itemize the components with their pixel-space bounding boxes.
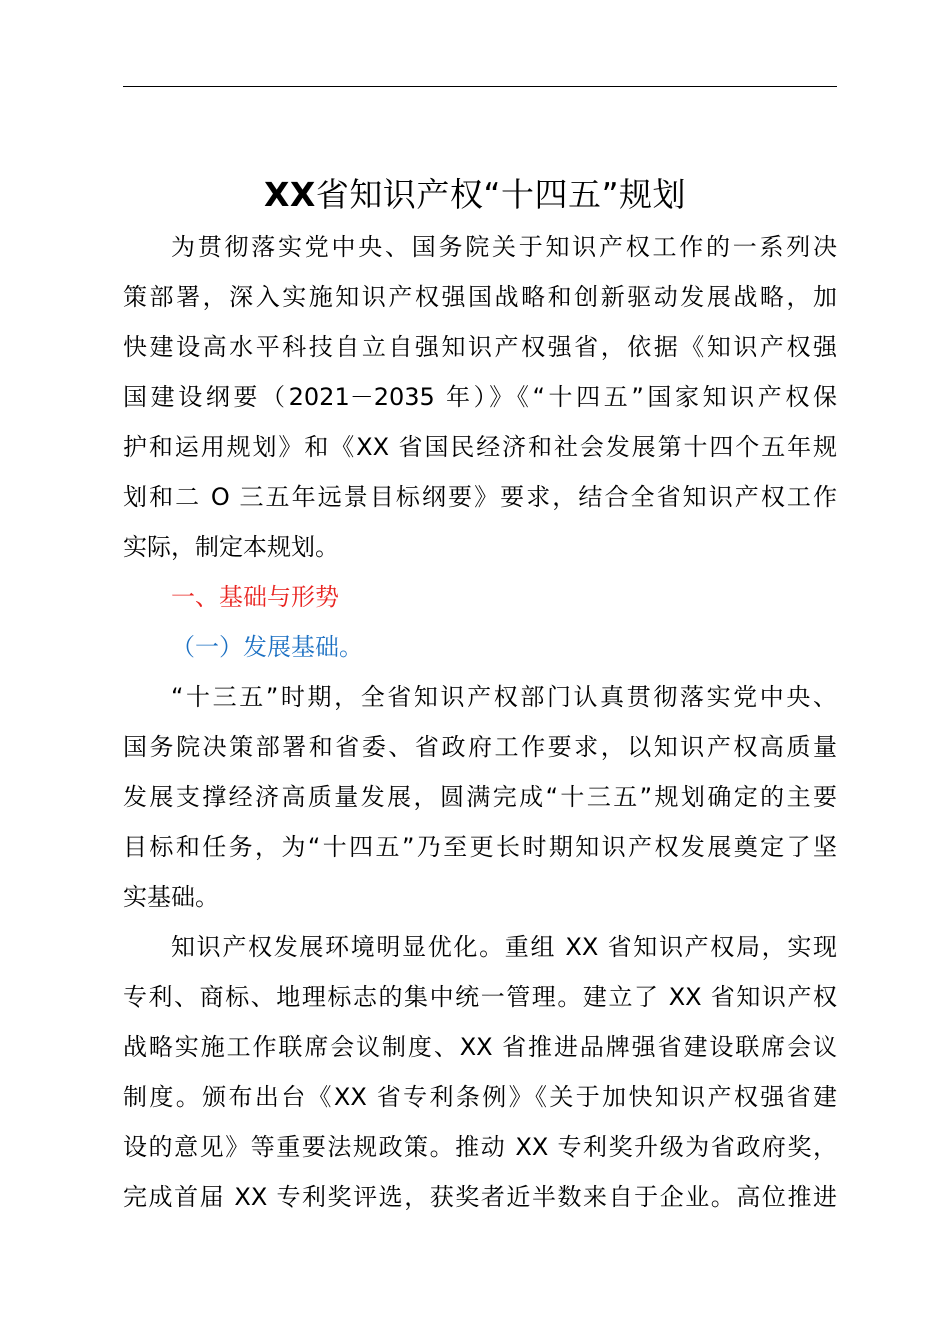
intro-line: 为贯彻落实党中央、国务院关于知识产权工作的一系列决 bbox=[171, 233, 837, 261]
paragraph-3-line: 完成首届 XX 专利奖评选，获奖者近半数来自于企业。高位推进 bbox=[123, 1183, 837, 1211]
intro-line: 护和运用规划》和《XX 省国民经济和社会发展第十四个五年规 bbox=[123, 433, 837, 461]
paragraph-3-line: 制度。颁布出台《XX 省专利条例》《关于加快知识产权强省建 bbox=[123, 1083, 837, 1111]
intro-line: 国建设纲要（2021－2035 年）》《“十四五”国家知识产权保 bbox=[123, 383, 837, 411]
subsection-heading-1: （一）发展基础。 bbox=[171, 633, 363, 661]
paragraph-3-line: 知识产权发展环境明显优化。重组 XX 省知识产权局，实现 bbox=[171, 933, 837, 961]
document-title-rest: 省知识产权“十四五”规划 bbox=[315, 175, 687, 215]
paragraph-3-line: 专利、商标、地理标志的集中统一管理。建立了 XX 省知识产权 bbox=[123, 983, 837, 1011]
document-title-prefix: XX bbox=[263, 175, 316, 215]
intro-line: 快建设高水平科技自立自强知识产权强省，依据《知识产权强 bbox=[123, 333, 837, 361]
section-heading-1: 一、基础与形势 bbox=[171, 583, 339, 611]
intro-paragraph bbox=[123, 222, 837, 572]
intro-line: 策部署，深入实施知识产权强国战略和创新驱动发展战略，加 bbox=[123, 283, 837, 311]
paragraph-3-line: 战略实施工作联席会议制度、XX 省推进品牌强省建设联席会议 bbox=[123, 1033, 837, 1061]
paragraph-2-line: 国务院决策部署和省委、省政府工作要求，以知识产权高质量 bbox=[123, 733, 837, 761]
paragraph-3-line: 设的意见》等重要法规政策。推动 XX 专利奖升级为省政府奖， bbox=[123, 1133, 837, 1161]
document-title bbox=[0, 170, 950, 220]
paragraph-2-line: 实基础。 bbox=[123, 883, 219, 911]
intro-line: 实际，制定本规划。 bbox=[123, 533, 339, 561]
paragraph-3 bbox=[123, 922, 837, 1222]
paragraph-2-line: 发展支撑经济高质量发展，圆满完成“十三五”规划确定的主要 bbox=[123, 783, 837, 811]
paragraph-2-line: 目标和任务，为“十四五”乃至更长时期知识产权发展奠定了坚 bbox=[123, 833, 837, 861]
header-rule bbox=[123, 86, 837, 87]
intro-line: 划和二 O 三五年远景目标纲要》要求，结合全省知识产权工作 bbox=[123, 483, 837, 511]
paragraph-2-line: “十三五”时期，全省知识产权部门认真贯彻落实党中央、 bbox=[171, 683, 837, 711]
paragraph-2 bbox=[123, 672, 837, 922]
